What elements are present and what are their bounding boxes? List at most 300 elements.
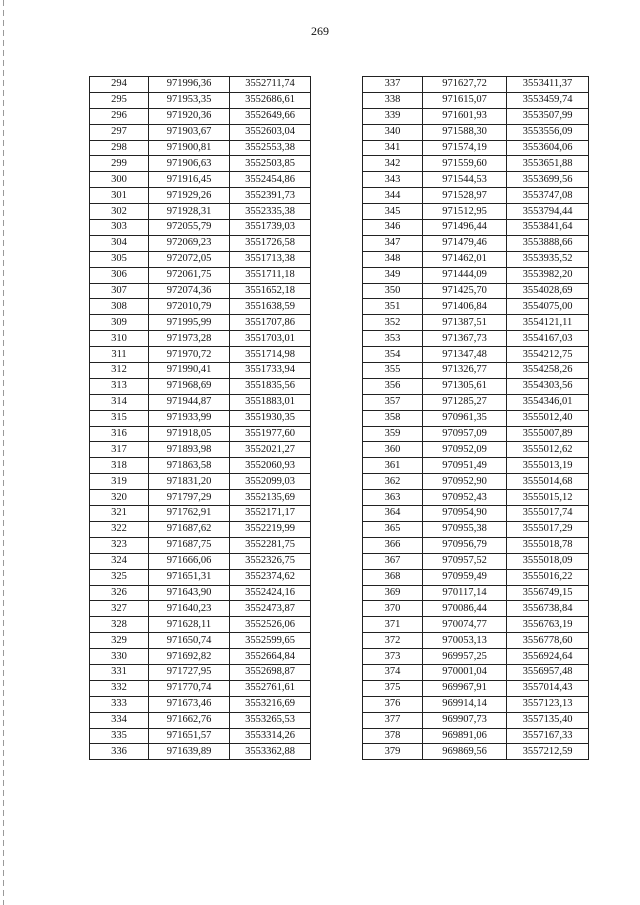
y-coordinate-cell: 3553699,56 <box>507 172 589 188</box>
x-coordinate-cell: 971367,73 <box>423 331 507 347</box>
point-number-cell: 375 <box>363 680 423 696</box>
point-number-cell: 299 <box>90 156 149 172</box>
y-coordinate-cell: 3552281,75 <box>230 537 311 553</box>
table-row <box>363 633 589 649</box>
x-coordinate-cell: 972072,05 <box>149 251 230 267</box>
y-coordinate-cell: 3552711,74 <box>230 77 311 93</box>
point-number-cell: 367 <box>363 553 423 569</box>
x-coordinate-cell: 971387,51 <box>423 315 507 331</box>
page-number: 269 <box>311 24 329 38</box>
y-coordinate-cell: 3551835,56 <box>230 378 311 394</box>
table-row <box>90 633 311 649</box>
table-row <box>363 283 589 299</box>
x-coordinate-cell: 971687,62 <box>149 521 230 537</box>
y-coordinate-cell: 3551733,94 <box>230 363 311 379</box>
table-row <box>363 585 589 601</box>
table-row <box>363 506 589 522</box>
point-number-cell: 306 <box>90 267 149 283</box>
x-coordinate-cell: 971863,58 <box>149 458 230 474</box>
y-coordinate-cell: 3551707,86 <box>230 315 311 331</box>
x-coordinate-cell: 971639,89 <box>149 744 230 760</box>
point-number-cell: 322 <box>90 521 149 537</box>
y-coordinate-cell: 3556738,84 <box>507 601 589 617</box>
table-row <box>363 77 589 93</box>
y-coordinate-cell: 3552391,73 <box>230 188 311 204</box>
y-coordinate-cell: 3553265,53 <box>230 712 311 728</box>
table-row <box>363 363 589 379</box>
y-coordinate-cell: 3551977,60 <box>230 426 311 442</box>
x-coordinate-cell: 971903,67 <box>149 124 230 140</box>
table-row <box>90 569 311 585</box>
y-coordinate-cell: 3554303,56 <box>507 378 589 394</box>
y-coordinate-cell: 3555017,74 <box>507 506 589 522</box>
y-coordinate-cell: 3551930,35 <box>230 410 311 426</box>
table-row <box>90 537 311 553</box>
y-coordinate-cell: 3553314,26 <box>230 728 311 744</box>
table-row <box>363 251 589 267</box>
table-row <box>363 347 589 363</box>
x-coordinate-cell: 970957,52 <box>423 553 507 569</box>
table-row <box>363 156 589 172</box>
y-coordinate-cell: 3556924,64 <box>507 649 589 665</box>
table-row <box>90 506 311 522</box>
x-coordinate-cell: 971651,31 <box>149 569 230 585</box>
table-row <box>90 649 311 665</box>
table-row <box>363 315 589 331</box>
x-coordinate-cell: 971797,29 <box>149 490 230 506</box>
y-coordinate-cell: 3553888,66 <box>507 235 589 251</box>
point-number-cell: 372 <box>363 633 423 649</box>
point-number-cell: 374 <box>363 664 423 680</box>
table-row <box>90 299 311 315</box>
y-coordinate-cell: 3552099,03 <box>230 474 311 490</box>
x-coordinate-cell: 971673,46 <box>149 696 230 712</box>
point-number-cell: 310 <box>90 331 149 347</box>
table-row <box>363 267 589 283</box>
x-coordinate-cell: 971687,75 <box>149 537 230 553</box>
y-coordinate-cell: 3553411,37 <box>507 77 589 93</box>
x-coordinate-cell: 970956,79 <box>423 537 507 553</box>
y-coordinate-cell: 3555017,29 <box>507 521 589 537</box>
table-row <box>363 204 589 220</box>
y-coordinate-cell: 3555016,22 <box>507 569 589 585</box>
point-number-cell: 341 <box>363 140 423 156</box>
table-row <box>90 347 311 363</box>
point-number-cell: 296 <box>90 108 149 124</box>
y-coordinate-cell: 3552686,61 <box>230 92 311 108</box>
point-number-cell: 359 <box>363 426 423 442</box>
x-coordinate-cell: 971588,30 <box>423 124 507 140</box>
point-number-cell: 315 <box>90 410 149 426</box>
table-row <box>90 92 311 108</box>
point-number-cell: 369 <box>363 585 423 601</box>
point-number-cell: 301 <box>90 188 149 204</box>
table-row <box>363 299 589 315</box>
table-row <box>90 458 311 474</box>
y-coordinate-cell: 3552698,87 <box>230 664 311 680</box>
point-number-cell: 294 <box>90 77 149 93</box>
x-coordinate-cell: 971444,09 <box>423 267 507 283</box>
scan-left-edge <box>3 0 4 905</box>
y-coordinate-cell: 3553556,09 <box>507 124 589 140</box>
x-coordinate-cell: 971933,99 <box>149 410 230 426</box>
x-coordinate-cell: 971666,06 <box>149 553 230 569</box>
table-row <box>363 553 589 569</box>
point-number-cell: 320 <box>90 490 149 506</box>
x-coordinate-cell: 971406,84 <box>423 299 507 315</box>
table-row <box>90 77 311 93</box>
table-row <box>90 728 311 744</box>
point-number-cell: 312 <box>90 363 149 379</box>
x-coordinate-cell: 970086,44 <box>423 601 507 617</box>
table-row <box>363 331 589 347</box>
point-number-cell: 308 <box>90 299 149 315</box>
table-row <box>363 108 589 124</box>
x-coordinate-cell: 971651,57 <box>149 728 230 744</box>
point-number-cell: 303 <box>90 220 149 236</box>
y-coordinate-cell: 3554028,69 <box>507 283 589 299</box>
y-coordinate-cell: 3555007,89 <box>507 426 589 442</box>
table-row <box>90 410 311 426</box>
x-coordinate-cell: 971528,97 <box>423 188 507 204</box>
x-coordinate-cell: 972069,23 <box>149 235 230 251</box>
point-number-cell: 376 <box>363 696 423 712</box>
y-coordinate-cell: 3551726,58 <box>230 235 311 251</box>
x-coordinate-cell: 971770,74 <box>149 680 230 696</box>
point-number-cell: 319 <box>90 474 149 490</box>
table-row <box>363 601 589 617</box>
point-number-cell: 365 <box>363 521 423 537</box>
x-coordinate-cell: 971305,61 <box>423 378 507 394</box>
y-coordinate-cell: 3553982,20 <box>507 267 589 283</box>
point-number-cell: 337 <box>363 77 423 93</box>
y-coordinate-cell: 3551703,01 <box>230 331 311 347</box>
x-coordinate-cell: 971425,70 <box>423 283 507 299</box>
table-row <box>363 521 589 537</box>
y-coordinate-cell: 3555015,12 <box>507 490 589 506</box>
table-row <box>363 537 589 553</box>
y-coordinate-cell: 3552526,06 <box>230 617 311 633</box>
y-coordinate-cell: 3551883,01 <box>230 394 311 410</box>
y-coordinate-cell: 3557014,43 <box>507 680 589 696</box>
table-row <box>90 235 311 251</box>
point-number-cell: 371 <box>363 617 423 633</box>
y-coordinate-cell: 3552135,69 <box>230 490 311 506</box>
x-coordinate-cell: 969914,14 <box>423 696 507 712</box>
x-coordinate-cell: 971995,99 <box>149 315 230 331</box>
table-row <box>90 617 311 633</box>
point-number-cell: 295 <box>90 92 149 108</box>
y-coordinate-cell: 3552599,65 <box>230 633 311 649</box>
point-number-cell: 379 <box>363 744 423 760</box>
y-coordinate-cell: 3554212,75 <box>507 347 589 363</box>
point-number-cell: 324 <box>90 553 149 569</box>
y-coordinate-cell: 3553841,64 <box>507 220 589 236</box>
x-coordinate-cell: 971973,28 <box>149 331 230 347</box>
y-coordinate-cell: 3555012,40 <box>507 410 589 426</box>
table-row <box>90 521 311 537</box>
y-coordinate-cell: 3552503,85 <box>230 156 311 172</box>
point-number-cell: 343 <box>363 172 423 188</box>
y-coordinate-cell: 3553747,08 <box>507 188 589 204</box>
x-coordinate-cell: 971574,19 <box>423 140 507 156</box>
y-coordinate-cell: 3552424,16 <box>230 585 311 601</box>
table-row <box>90 394 311 410</box>
x-coordinate-cell: 969967,91 <box>423 680 507 696</box>
x-coordinate-cell: 972055,79 <box>149 220 230 236</box>
table-row <box>90 220 311 236</box>
x-coordinate-cell: 972074,36 <box>149 283 230 299</box>
table-row <box>363 92 589 108</box>
table-row <box>90 331 311 347</box>
y-coordinate-cell: 3551711,18 <box>230 267 311 283</box>
point-number-cell: 325 <box>90 569 149 585</box>
x-coordinate-cell: 970955,38 <box>423 521 507 537</box>
x-coordinate-cell: 971762,91 <box>149 506 230 522</box>
y-coordinate-cell: 3557123,13 <box>507 696 589 712</box>
y-coordinate-cell: 3552335,38 <box>230 204 311 220</box>
point-number-cell: 339 <box>363 108 423 124</box>
table-row <box>90 490 311 506</box>
x-coordinate-cell: 971929,26 <box>149 188 230 204</box>
x-coordinate-cell: 971968,69 <box>149 378 230 394</box>
x-coordinate-cell: 970959,49 <box>423 569 507 585</box>
x-coordinate-cell: 971496,44 <box>423 220 507 236</box>
x-coordinate-cell: 971643,90 <box>149 585 230 601</box>
x-coordinate-cell: 969957,25 <box>423 649 507 665</box>
x-coordinate-cell: 970001,04 <box>423 664 507 680</box>
point-number-cell: 297 <box>90 124 149 140</box>
table-row <box>363 124 589 140</box>
table-row <box>363 378 589 394</box>
y-coordinate-cell: 3556778,60 <box>507 633 589 649</box>
table-row <box>90 712 311 728</box>
y-coordinate-cell: 3552473,87 <box>230 601 311 617</box>
table-row <box>90 156 311 172</box>
table-row <box>90 744 311 760</box>
y-coordinate-cell: 3551739,03 <box>230 220 311 236</box>
point-number-cell: 368 <box>363 569 423 585</box>
x-coordinate-cell: 972061,75 <box>149 267 230 283</box>
point-number-cell: 349 <box>363 267 423 283</box>
x-coordinate-cell: 971928,31 <box>149 204 230 220</box>
y-coordinate-cell: 3557212,59 <box>507 744 589 760</box>
x-coordinate-cell: 971953,35 <box>149 92 230 108</box>
y-coordinate-cell: 3553935,52 <box>507 251 589 267</box>
table-row <box>363 744 589 760</box>
point-number-cell: 331 <box>90 664 149 680</box>
point-number-cell: 323 <box>90 537 149 553</box>
y-coordinate-cell: 3552603,04 <box>230 124 311 140</box>
x-coordinate-cell: 971512,95 <box>423 204 507 220</box>
table-row <box>90 124 311 140</box>
y-coordinate-cell: 3552553,38 <box>230 140 311 156</box>
table-row <box>363 220 589 236</box>
table-row <box>90 553 311 569</box>
point-number-cell: 370 <box>363 601 423 617</box>
table-row <box>363 172 589 188</box>
y-coordinate-cell: 3557167,33 <box>507 728 589 744</box>
x-coordinate-cell: 970952,43 <box>423 490 507 506</box>
x-coordinate-cell: 971559,60 <box>423 156 507 172</box>
y-coordinate-cell: 3552374,62 <box>230 569 311 585</box>
x-coordinate-cell: 971893,98 <box>149 442 230 458</box>
table-row <box>90 188 311 204</box>
point-number-cell: 318 <box>90 458 149 474</box>
table-row <box>90 442 311 458</box>
table-row <box>363 696 589 712</box>
x-coordinate-cell: 971326,77 <box>423 363 507 379</box>
table-row <box>90 315 311 331</box>
table-row <box>90 140 311 156</box>
point-number-cell: 321 <box>90 506 149 522</box>
table-row <box>363 664 589 680</box>
x-coordinate-cell: 970957,09 <box>423 426 507 442</box>
x-coordinate-cell: 971601,93 <box>423 108 507 124</box>
y-coordinate-cell: 3556957,48 <box>507 664 589 680</box>
point-number-cell: 316 <box>90 426 149 442</box>
table-row <box>90 378 311 394</box>
point-number-cell: 378 <box>363 728 423 744</box>
x-coordinate-cell: 970961,35 <box>423 410 507 426</box>
y-coordinate-cell: 3551638,59 <box>230 299 311 315</box>
point-number-cell: 333 <box>90 696 149 712</box>
point-number-cell: 351 <box>363 299 423 315</box>
y-coordinate-cell: 3555012,62 <box>507 442 589 458</box>
y-coordinate-cell: 3553216,69 <box>230 696 311 712</box>
table-row <box>90 426 311 442</box>
point-number-cell: 342 <box>363 156 423 172</box>
point-number-cell: 314 <box>90 394 149 410</box>
x-coordinate-cell: 971615,07 <box>423 92 507 108</box>
y-coordinate-cell: 3551714,98 <box>230 347 311 363</box>
table-row <box>90 680 311 696</box>
point-number-cell: 364 <box>363 506 423 522</box>
y-coordinate-cell: 3556749,15 <box>507 585 589 601</box>
x-coordinate-cell: 971831,20 <box>149 474 230 490</box>
point-number-cell: 335 <box>90 728 149 744</box>
x-coordinate-cell: 969891,06 <box>423 728 507 744</box>
x-coordinate-cell: 972010,79 <box>149 299 230 315</box>
point-number-cell: 340 <box>363 124 423 140</box>
table-row <box>90 251 311 267</box>
table-row <box>90 585 311 601</box>
y-coordinate-cell: 3552664,84 <box>230 649 311 665</box>
table-row <box>363 442 589 458</box>
y-coordinate-cell: 3555018,09 <box>507 553 589 569</box>
point-number-cell: 346 <box>363 220 423 236</box>
point-number-cell: 377 <box>363 712 423 728</box>
table-row <box>90 601 311 617</box>
point-number-cell: 329 <box>90 633 149 649</box>
point-number-cell: 344 <box>363 188 423 204</box>
y-coordinate-cell: 3552021,27 <box>230 442 311 458</box>
table-row <box>363 235 589 251</box>
point-number-cell: 298 <box>90 140 149 156</box>
point-number-cell: 330 <box>90 649 149 665</box>
point-number-cell: 350 <box>363 283 423 299</box>
point-number-cell: 345 <box>363 204 423 220</box>
point-number-cell: 334 <box>90 712 149 728</box>
coordinates-table-right <box>362 76 589 760</box>
point-number-cell: 305 <box>90 251 149 267</box>
table-row <box>363 712 589 728</box>
y-coordinate-cell: 3554121,11 <box>507 315 589 331</box>
table-row <box>90 664 311 680</box>
x-coordinate-cell: 971944,87 <box>149 394 230 410</box>
point-number-cell: 353 <box>363 331 423 347</box>
x-coordinate-cell: 971692,82 <box>149 649 230 665</box>
table-row <box>363 490 589 506</box>
y-coordinate-cell: 3554346,01 <box>507 394 589 410</box>
x-coordinate-cell: 971662,76 <box>149 712 230 728</box>
point-number-cell: 300 <box>90 172 149 188</box>
table-row <box>363 188 589 204</box>
x-coordinate-cell: 971650,74 <box>149 633 230 649</box>
table-row <box>363 394 589 410</box>
x-coordinate-cell: 970954,90 <box>423 506 507 522</box>
x-coordinate-cell: 971544,53 <box>423 172 507 188</box>
y-coordinate-cell: 3552171,17 <box>230 506 311 522</box>
point-number-cell: 362 <box>363 474 423 490</box>
y-coordinate-cell: 3557135,40 <box>507 712 589 728</box>
x-coordinate-cell: 971627,72 <box>423 77 507 93</box>
y-coordinate-cell: 3552326,75 <box>230 553 311 569</box>
point-number-cell: 309 <box>90 315 149 331</box>
table-row <box>363 649 589 665</box>
table-row <box>363 426 589 442</box>
x-coordinate-cell: 971916,45 <box>149 172 230 188</box>
x-coordinate-cell: 971970,72 <box>149 347 230 363</box>
x-coordinate-cell: 971990,41 <box>149 363 230 379</box>
y-coordinate-cell: 3552761,61 <box>230 680 311 696</box>
point-number-cell: 317 <box>90 442 149 458</box>
point-number-cell: 354 <box>363 347 423 363</box>
x-coordinate-cell: 969907,73 <box>423 712 507 728</box>
x-coordinate-cell: 970952,09 <box>423 442 507 458</box>
point-number-cell: 352 <box>363 315 423 331</box>
y-coordinate-cell: 3552454,86 <box>230 172 311 188</box>
point-number-cell: 355 <box>363 363 423 379</box>
y-coordinate-cell: 3552219,99 <box>230 521 311 537</box>
coordinates-table-left-body <box>90 77 311 760</box>
x-coordinate-cell: 971918,05 <box>149 426 230 442</box>
y-coordinate-cell: 3554258,26 <box>507 363 589 379</box>
table-row <box>90 172 311 188</box>
point-number-cell: 307 <box>90 283 149 299</box>
table-row <box>90 474 311 490</box>
x-coordinate-cell: 971640,23 <box>149 601 230 617</box>
x-coordinate-cell: 971285,27 <box>423 394 507 410</box>
point-number-cell: 361 <box>363 458 423 474</box>
x-coordinate-cell: 969869,56 <box>423 744 507 760</box>
x-coordinate-cell: 971347,48 <box>423 347 507 363</box>
table-row <box>363 458 589 474</box>
point-number-cell: 302 <box>90 204 149 220</box>
point-number-cell: 328 <box>90 617 149 633</box>
y-coordinate-cell: 3552649,66 <box>230 108 311 124</box>
y-coordinate-cell: 3553794,44 <box>507 204 589 220</box>
y-coordinate-cell: 3552060,93 <box>230 458 311 474</box>
y-coordinate-cell: 3554075,00 <box>507 299 589 315</box>
x-coordinate-cell: 970053,13 <box>423 633 507 649</box>
table-row <box>90 283 311 299</box>
point-number-cell: 332 <box>90 680 149 696</box>
x-coordinate-cell: 970951,49 <box>423 458 507 474</box>
table-row <box>363 569 589 585</box>
point-number-cell: 313 <box>90 378 149 394</box>
x-coordinate-cell: 971996,36 <box>149 77 230 93</box>
